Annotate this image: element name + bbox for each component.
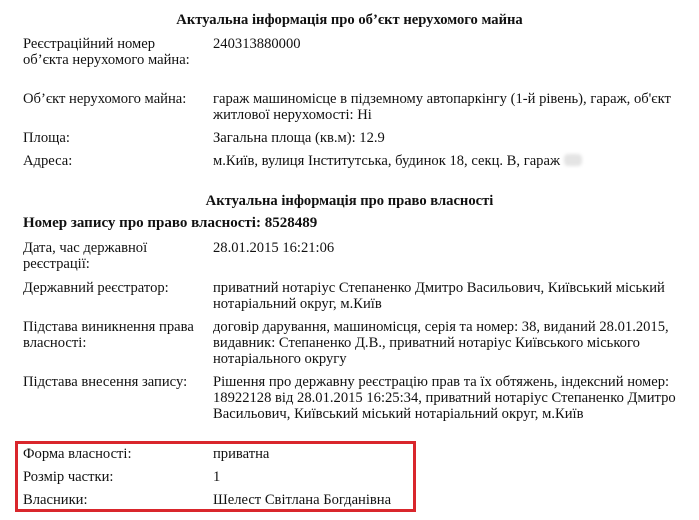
highlight-box (15, 441, 416, 512)
field-label: Реєстраційний номер об’єкта нерухомого майна: (23, 36, 190, 68)
field-label: Підстава виникнення права власності: (23, 319, 194, 351)
field-value: Шелест Світлана Богданівна (213, 492, 392, 508)
field-label: Розмір частки: (23, 469, 114, 485)
field-value: договір дарування, машиномісця, серія та номер: 38, виданий 28.01.2015, видавник: Степаненко Д.В., приватний нотаріус Київського міського нотаріального округу (213, 319, 669, 367)
field-value: приватна (213, 446, 270, 462)
field-label: Форма власності: (23, 446, 132, 462)
field-value: 1 (213, 469, 221, 485)
ownership-section-title: Актуальна інформація про право власності (205, 193, 494, 209)
field-value: Рішення про державну реєстрацію прав та їх обтяжень, індексний номер: 18922128 від 28.01.2015 16:25:34, приватний нотаріус Степаненко Дмитро Васильович, Київський міський нотаріальний округ, м.Київ (213, 374, 676, 422)
field-value: Загальна площа (кв.м): 12.9 (213, 130, 385, 146)
field-label: Площа: (23, 130, 70, 146)
field-value: 240313880000 (213, 36, 301, 52)
field-label: Об’єкт нерухомого майна: (23, 91, 187, 107)
field-value-wrap (213, 153, 683, 169)
field-value: гараж машиномісце в підземному автопаркінгу (1-й рівень), гараж, об'єкт житлової нерухомості: Ні (213, 91, 671, 123)
field-label: Підстава внесення запису: (23, 374, 188, 390)
object-section-title: Актуальна інформація про об’єкт нерухомого майна (176, 12, 523, 28)
record-number: Номер запису про право власності: 8528489 (23, 215, 318, 231)
field-value: м.Київ, вулиця Інститутська, будинок 18, секц. В, гараж (213, 153, 561, 169)
field-label: Дата, час державної реєстрації: (23, 240, 148, 272)
field-label: Державний реєстратор: (23, 280, 169, 296)
redacted-blur (564, 154, 582, 166)
field-label: Адреса: (23, 153, 73, 169)
field-value: 28.01.2015 16:21:06 (213, 240, 335, 256)
field-value: приватний нотаріус Степаненко Дмитро Васильович, Київський міський нотаріальний округ, м.Київ (213, 280, 665, 312)
field-label: Власники: (23, 492, 88, 508)
